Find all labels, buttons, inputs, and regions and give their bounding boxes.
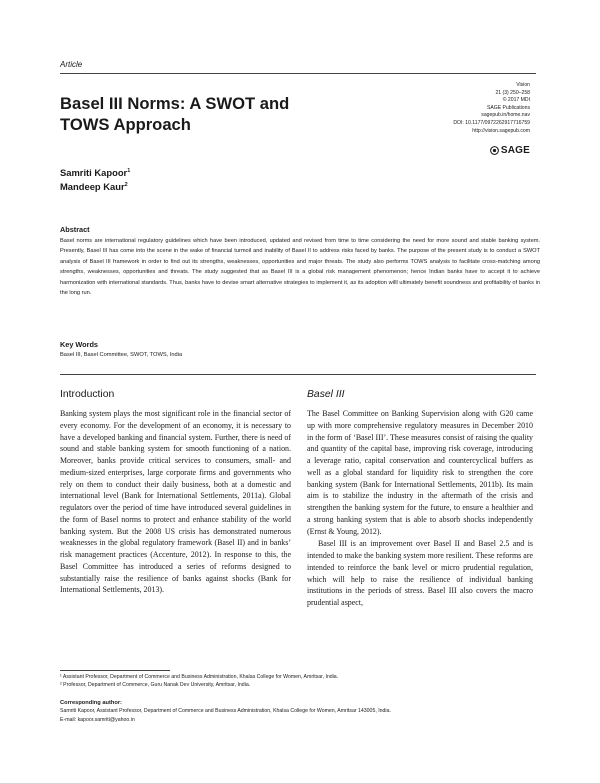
footnote-divider	[60, 670, 170, 671]
abstract-heading: Abstract	[60, 225, 90, 234]
footnotes	[60, 673, 540, 690]
journal-name: Vision	[516, 82, 530, 88]
basel-iii-paragraph: Basel III is an improvement over Basel II and Basel 2.5 and is intended to make the banking system more resilient. These reforms are intended to reinforce the bank level or micro prudential regulation, which will help to raise the resilience of individual banking institutions in the periods of stress. Basel III also covers the macro prudential aspect,	[307, 539, 533, 607]
keywords-text: Basel III, Basel Committee, SWOT, TOWS, India	[60, 352, 183, 358]
abstract-section	[60, 225, 540, 298]
article-title	[60, 93, 360, 135]
corresponding-address: Samriti Kapoor, Assistant Professor, Department of Commerce and Business Administration, Khalsa College for Women, Amritsar 143005, India.	[60, 708, 391, 715]
author-name: Samriti Kapoor	[60, 167, 128, 179]
journal-doi: DOI: 10.1177/0972262917716759	[453, 119, 530, 126]
abstract-text: Basel norms are international regulatory guidelines which have been introduced, updated and revised from time to time considering the need for more sound and stable banking system. Presently, Basel III has come into the scene in the wake of financial turmoil and inability of Basel II to address risks faced by banks. The purpose of the present study is to conduct a SWOT analysis of Basel III framework in order to find out its strengths, weaknesses, opportunities and major threats. The study also performs TOWS analysis to facilitate cross-matching among strengths, weaknesses, opportunities and threats. The study suggested that as Basel III is a global risk management phenomenon; hence Indian banks have to accept it to achieve harmonization with international standards. Thus, banks have to devise smart alternative strategies to implement it, as its adoption willl ultimately benefit soundness and profitability of banks in the long run.	[60, 238, 540, 297]
left-column	[60, 389, 291, 596]
right-column	[307, 389, 533, 609]
journal-publisher: SAGE Publications	[486, 104, 530, 111]
journal-metadata	[390, 82, 530, 135]
author-affiliation-mark: 1	[127, 168, 131, 174]
article-type-label: Article	[60, 60, 83, 69]
corresponding-email[interactable]: E-mail: kapoor.samriti@yahoo.in	[60, 716, 135, 723]
keywords-heading: Key Words	[60, 340, 98, 349]
introduction-paragraph: Banking system plays the most significant role in the financial sector of every economy. For the development of an economy, it is necessary to have a developed banking and financial system. Further, there is need of sound and stable banking system for smooth functioning of a nation. Moreover, banks provide critical services to consumers, small- and medium-sized enterprises, large corporate firms and governments who rely on them to conduct their daily business, both at a domestic and international level (Bank for International Settlements, 2011a). Global regulators over the period of time have introduced several guidelines in the form of Basel norms to protect and enhance stability of the world banking system. But the 2008 US crisis has demonstrated numerous weaknesses in the global regulatory framework (Basel II) and in banks’ risk management practices (Accenture, 2012). In response to this, the Basel Committee has introduced a series of reforms designed to substantially raise the resilience of banks against shocks (Bank for International Settlements, 2013).	[60, 409, 291, 595]
basel-iii-heading: Basel III	[307, 389, 345, 400]
corresponding-label: Corresponding author:	[60, 700, 122, 706]
publisher-logo	[490, 145, 530, 156]
author	[60, 179, 130, 193]
section-divider	[60, 374, 536, 375]
journal-url: http://vision.sagepub.com	[472, 127, 530, 134]
author-list	[60, 165, 130, 193]
footnote: ¹ Assistant Professor, Department of Commerce and Business Administration, Khalsa College for Women, Amritsar, India.	[60, 674, 339, 680]
introduction-heading: Introduction	[60, 389, 115, 400]
basel-iii-paragraph: The Basel Committee on Banking Supervision along with G20 came up with more comprehensive regulatory measures in December 2010 in the form of ‘Basel III’. These measures consist of raising the quality and quantity of the capital base, improving risk coverage, introducing a leverage ratio, capital conservation and countercyclical buffers as well as a global standard for liquidity risk to strengthen the core banking system (Bank for International Settlements, 2011b). Its main aim is to stabilize the industry in the aftermath of the crisis and strengthen the banking system for the future, to ensure a healthier and a strong banking system that is able to absorb shocks independently (Ernst & Young, 2012).	[307, 409, 533, 536]
header-divider	[60, 73, 536, 74]
sage-logo-icon	[490, 146, 499, 155]
sage-logo-text: SAGE	[500, 145, 530, 156]
title-line: TOWS Approach	[60, 115, 191, 134]
author	[60, 165, 130, 179]
keywords-section	[60, 340, 540, 360]
author-affiliation-mark: 2	[124, 182, 128, 189]
author-name: Mandeep Kaur	[60, 181, 125, 193]
journal-volume: 21 (3) 250–258	[495, 89, 530, 96]
journal-copyright: © 2017 MDI	[502, 97, 530, 104]
footnote: ² Professor, Department of Commerce, Guru Nanak Dev University, Amritsar, India.	[60, 682, 251, 689]
title-line: Basel III Norms: A SWOT and	[60, 94, 290, 113]
corresponding-author	[60, 699, 540, 724]
journal-site: sagepub.in/home.nav	[481, 112, 530, 119]
